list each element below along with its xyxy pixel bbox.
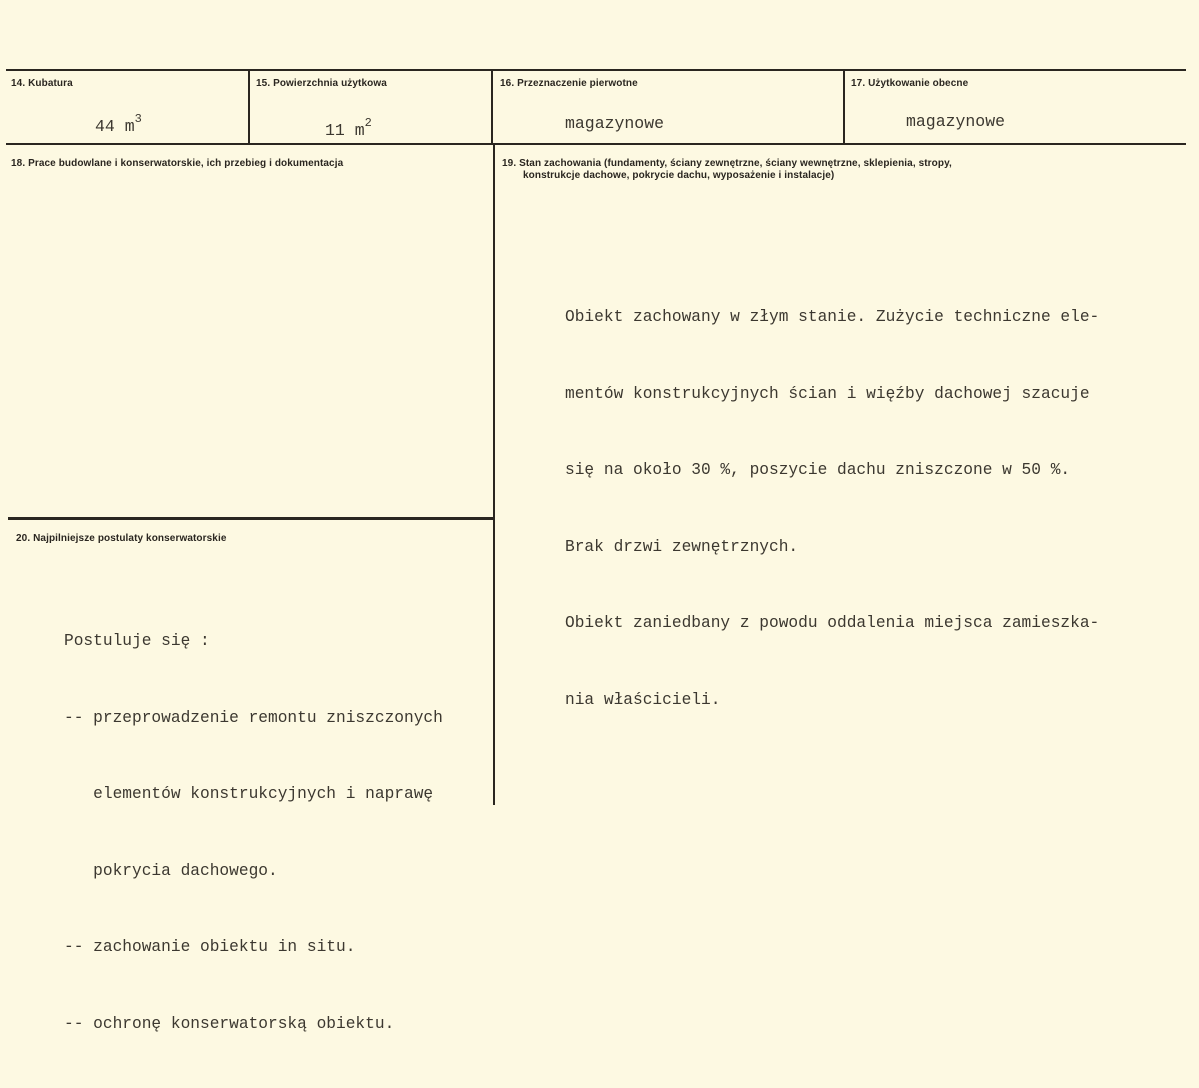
field-20-line: -- przeprowadzenie remontu zniszczonych: [64, 708, 443, 727]
field-14-value-sup: 3: [134, 112, 142, 126]
field-20-line: -- zachowanie obiektu in situ.: [64, 938, 356, 956]
main-column-divider: [493, 144, 495, 805]
field-19-line: Obiekt zachowany w złym stanie. Zużycie techniczne ele-: [565, 308, 1100, 326]
top-rule: [6, 69, 1186, 71]
divider-16-17: [843, 71, 845, 144]
field-19-text: [565, 254, 1099, 764]
field-20-line: -- ochronę konserwatorską obiektu.: [64, 1014, 395, 1033]
field-19-line: się na około 30 %, poszycie dachu zniszczone w 50 %.: [565, 461, 1071, 479]
field-20-text: [64, 578, 443, 1088]
field-19-label-line-1: 19. Stan zachowania (fundamenty, ściany zewnętrzne, ściany wewnętrzne, sklepienia, stropy,: [502, 158, 952, 169]
row-divider: [6, 143, 1186, 145]
field-19-line: Brak drzwi zewnętrznych.: [565, 537, 799, 556]
field-16-label: 16. Przeznaczenie pierwotne: [500, 78, 638, 89]
field-18-label: 18. Prace budowlane i konserwatorskie, ich przebieg i dokumentacja: [11, 158, 344, 169]
field-14-label: 14. Kubatura: [11, 78, 73, 89]
field-19-label: [502, 158, 952, 182]
section-18-20-divider: [8, 517, 493, 520]
divider-14-15: [248, 71, 250, 144]
field-20-line: elementów konstrukcyjnych i naprawę: [64, 785, 434, 803]
field-20-label: 20. Najpilniejsze postulaty konserwatorskie: [16, 533, 227, 544]
field-19-line: mentów konstrukcyjnych ścian i więźby dachowej szacuje: [565, 384, 1090, 403]
divider-15-16: [491, 71, 493, 144]
field-16-value: magazynowe: [565, 114, 665, 133]
field-19-label-line-2: konstrukcje dachowe, pokrycie dachu, wyposażenie i instalacje): [523, 170, 835, 181]
field-19-line: nia właścicieli.: [565, 690, 721, 709]
field-20-line: pokrycia dachowego.: [64, 861, 278, 880]
field-17-value: magazynowe: [906, 112, 1006, 131]
field-19-line: Obiekt zaniedbany z powodu oddalenia miejsca zamieszka-: [565, 614, 1100, 632]
field-15-label: 15. Powierzchnia użytkowa: [256, 78, 387, 89]
field-20-line: Postuluje się :: [64, 632, 210, 650]
field-14-value: [95, 107, 142, 140]
field-14-value-text: 44 m: [95, 117, 135, 136]
field-17-label: 17. Użytkowanie obecne: [851, 78, 969, 89]
field-15-value-sup: 2: [364, 116, 372, 130]
field-15-value-text: 11 m: [325, 121, 365, 140]
field-15-value: [325, 111, 372, 144]
